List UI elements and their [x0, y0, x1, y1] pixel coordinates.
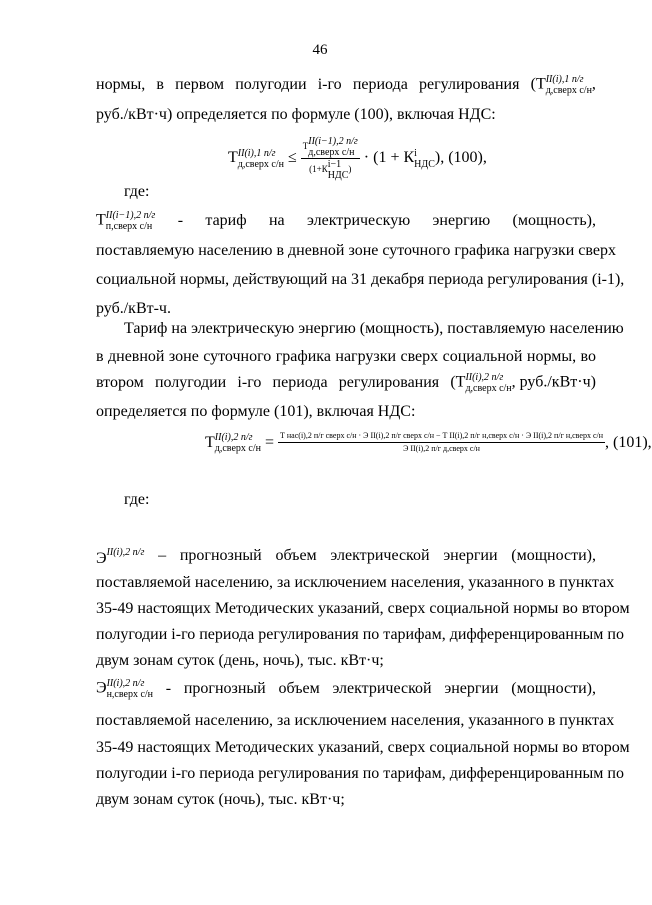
formula-100: Т II(i),1 п/г д,сверх с/н ≤ Т II(i−1),2 п/г д,сверх с/н (1+К i−1 НДС ) · (1 + К i НДС ), (100),	[228, 136, 487, 181]
formula-101: Т II(i),2 п/г д,сверх с/н = Т нас(i),2 п/г сверх с/н · Э II(i),2 п/г сверх с/н − Т II(i),2 п/г н,сверх с/н · Э II(i),2 п/г н,сверх с/н Э II(i),2 п/г д,сверх с/н , (101),	[205, 431, 652, 454]
def2-line1: $Э^{II(i),2 п/г}$ – прогнозный объем электрической энергии (мощности),	[96, 543, 596, 569]
p2-line4: определяется по формуле (101), включая НДС:	[96, 403, 416, 420]
formula-101-fraction: Т нас(i),2 п/г сверх с/н · Э II(i),2 п/г сверх с/н − Т II(i),2 п/г н,сверх с/н · Э II(i),2 п/г н,сверх с/н Э II(i),2 п/г д,сверх с/н	[280, 431, 604, 453]
page-number: 46	[312, 42, 328, 58]
def2-line4: полугодии i-го периода регулирования по тарифам, дифференцированным по	[96, 626, 624, 643]
word: периода	[352, 76, 408, 93]
def3-line2: поставляемой населению, за исключением населения, указанного в пунктах	[96, 712, 615, 729]
where-label-1: где:	[124, 183, 150, 200]
formula-100-fraction: Т II(i−1),2 п/г д,сверх с/н (1+К i−1 НДС )	[302, 136, 358, 181]
def2-line5: двум зонам суток (день, ночь), тыс. кВт·ч;	[96, 652, 384, 669]
def3-line3: 35-49 настоящих Методических указаний, сверх социальной нормы во втором	[96, 739, 630, 756]
word: полугодии	[235, 76, 307, 93]
energy-symbol: $Э^{II(i),2 п/г}$	[96, 547, 145, 567]
word: в	[156, 76, 164, 93]
p2-line1: Тариф на электрическую энергию (мощность), поставляемую населению	[124, 320, 624, 337]
def1-line1: Т II(i−1),2 п/г п,сверх с/н - тариф на электрическую энергию (мощность),	[96, 210, 596, 232]
p2-line2: в дневной зоне суточного графика нагрузки сверх социальной нормы, во	[96, 348, 596, 365]
p1-line2: руб./кВт·ч) определяется по формуле (100), включая НДС:	[96, 106, 496, 123]
word: i-го	[317, 76, 342, 93]
def1-line4: руб./кВт-ч.	[96, 300, 171, 317]
tariff-symbol: (Т II(i),1 п/г д,сверх с/н ,	[530, 74, 596, 96]
def1-line2: поставляемую населению в дневной зоне суточного графика нагрузки сверх	[96, 242, 616, 259]
word: регулирования	[419, 76, 520, 93]
def2-line3: 35-49 настоящих Методических указаний, сверх социальной нормы во втором	[96, 600, 630, 617]
tariff-symbol: (Т II(i),2 п/г д,сверх с/н , руб./кВт·ч)	[450, 372, 596, 394]
def2-line2: поставляемой населению, за исключением населения, указанного в пунктах	[96, 574, 615, 591]
where-label-2: где:	[124, 491, 150, 508]
word: первом	[175, 76, 225, 93]
tariff-symbol: Т II(i−1),2 п/г п,сверх с/н	[96, 210, 156, 232]
def1-line3: социальной нормы, действующий на 31 декабря периода регулирования (i-1),	[96, 271, 625, 288]
def3-line5: двум зонам суток (ночь), тыс. кВт·ч;	[96, 791, 345, 808]
word: нормы,	[96, 76, 146, 93]
def3-line4: полугодии i-го периода регулирования по тарифам, дифференцированным по	[96, 765, 624, 782]
energy-symbol: Э II(i),2 п/г н,сверх с/н	[96, 678, 154, 700]
p1-line1	[96, 74, 596, 96]
def3-line1: Э II(i),2 п/г н,сверх с/н - прогнозный объем электрической энергии (мощности),	[96, 678, 596, 700]
p2-line3: втором полугодии i-го периода регулирования (Т II(i),2 п/г д,сверх с/н , руб./кВт·ч)	[96, 372, 596, 394]
